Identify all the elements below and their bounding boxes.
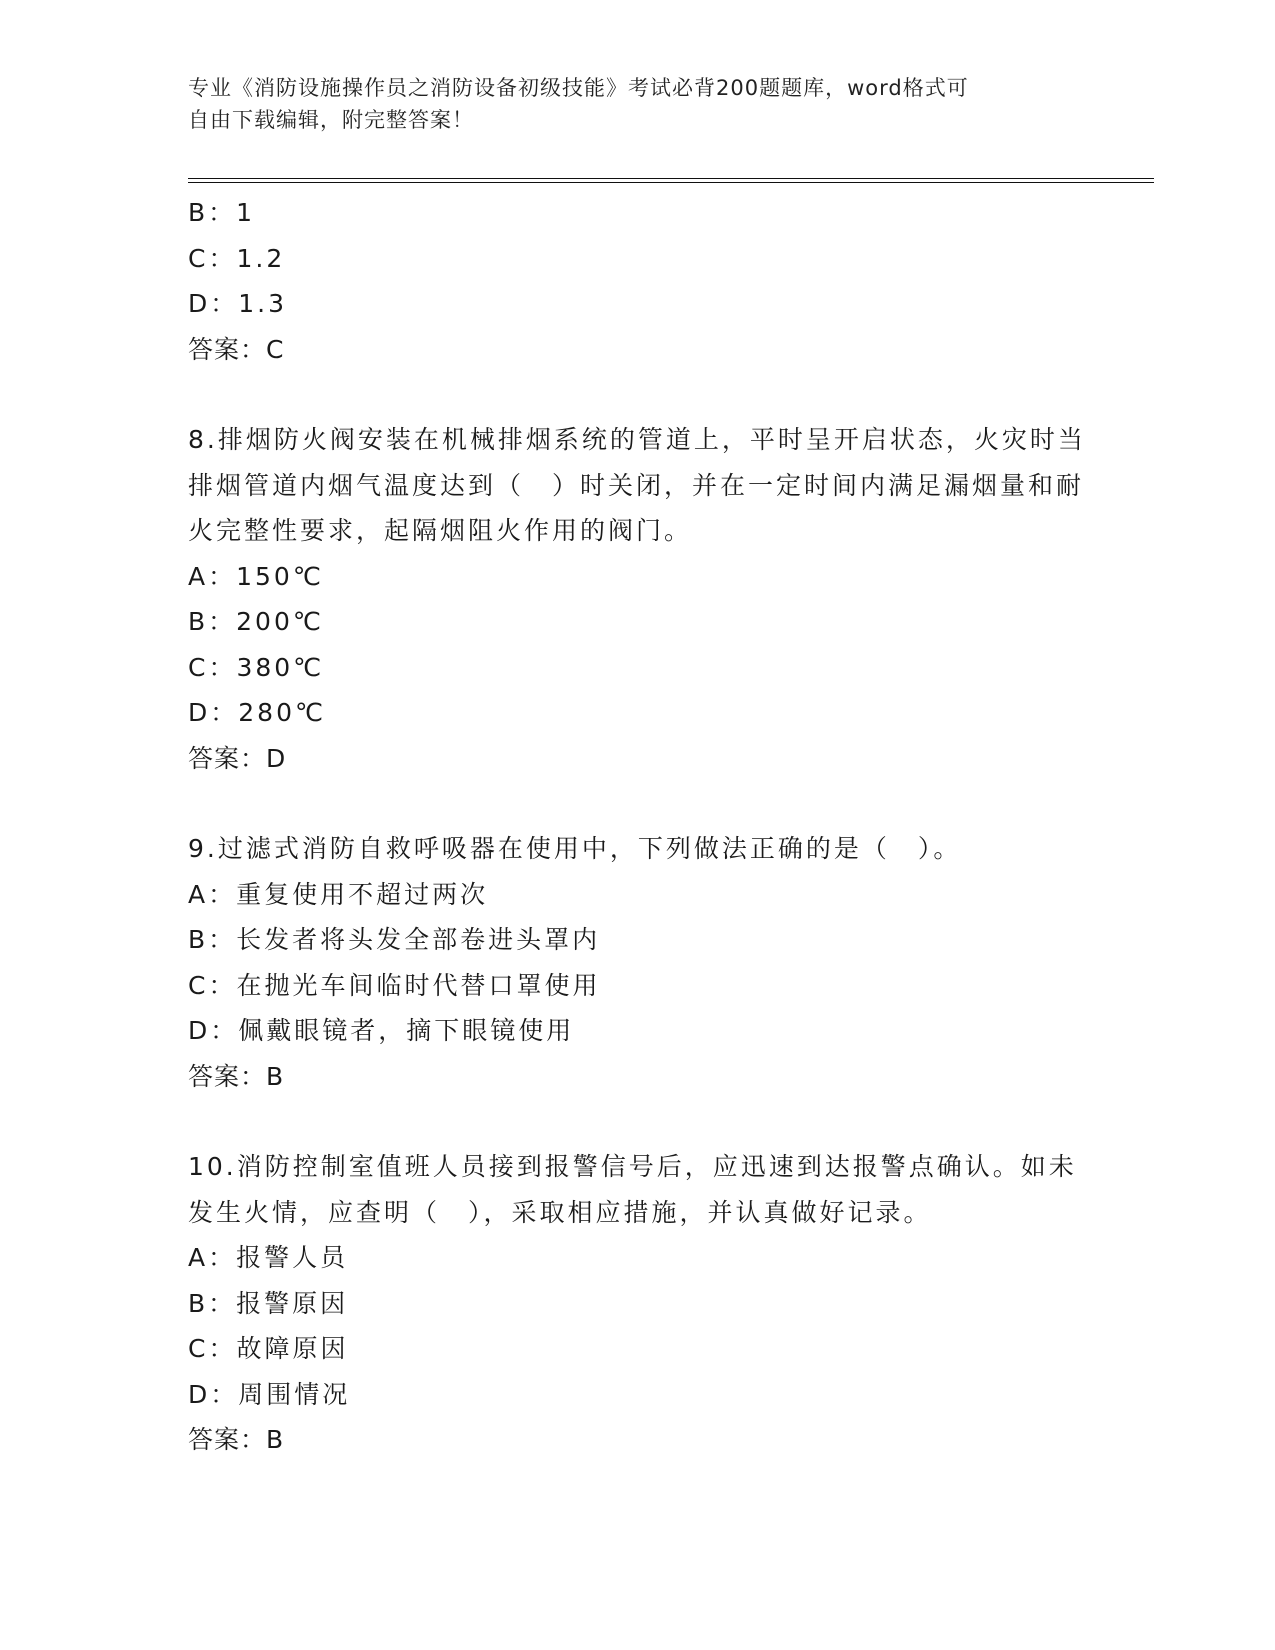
- option-label: D：: [188, 1379, 239, 1409]
- option-text: 200℃: [236, 607, 324, 636]
- option-text: 1.2: [236, 243, 286, 273]
- option-label: C：: [188, 243, 237, 273]
- question-9: [188, 826, 1088, 1099]
- option-b: [188, 190, 1088, 236]
- question-text: 9.过滤式消防自救呼吸器在使用中，下列做法正确的是（ ）。: [188, 834, 962, 863]
- option-label: A：: [188, 879, 237, 909]
- option-c: [188, 1326, 1088, 1372]
- answer-line: 答案：B: [188, 1061, 285, 1091]
- option-text: 报警人员: [236, 1243, 349, 1272]
- option-text: 重复使用不超过两次: [236, 879, 489, 909]
- option-d: [188, 1372, 1088, 1418]
- option-label: D：: [188, 289, 239, 318]
- option-c: [188, 645, 1088, 691]
- option-text: 150℃: [236, 561, 324, 591]
- option-label: C：: [188, 970, 237, 1000]
- option-text: 380℃: [236, 652, 325, 682]
- header-divider: [188, 178, 1154, 183]
- page-header: [188, 72, 1088, 136]
- option-b: [188, 1281, 1088, 1327]
- header-line-1: 专业《消防设施操作员之消防设备初级技能》考试必背200题题库，word格式可: [188, 76, 969, 100]
- option-text: 在抛光车间临时代替口罩使用: [236, 970, 601, 1000]
- option-b: [188, 917, 1088, 963]
- option-label: D：: [188, 1016, 239, 1045]
- option-text: 报警原因: [236, 1288, 349, 1318]
- option-text: 周围情况: [238, 1379, 351, 1409]
- option-label: A：: [188, 1243, 237, 1272]
- option-text: 故障原因: [236, 1334, 349, 1363]
- option-a: [188, 872, 1088, 918]
- option-label: B：: [188, 607, 237, 636]
- option-text: 280℃: [238, 698, 327, 727]
- question-8: [188, 417, 1088, 781]
- answer-line: 答案：C: [188, 334, 285, 364]
- option-c: [188, 963, 1088, 1009]
- option-b: [188, 599, 1088, 645]
- option-label: C：: [188, 1334, 237, 1363]
- answer-line: 答案：D: [188, 743, 287, 773]
- partial-question-7: [188, 190, 1088, 372]
- option-d: [188, 690, 1088, 736]
- question-text: 8.排烟防火阀安装在机械排烟系统的管道上，平时呈开启状态，火灾时当排烟管道内烟气温度达到（ ）时关闭，并在一定时间内满足漏烟量和耐火完整性要求，起隔烟阻火作用的阀门。: [188, 425, 1086, 545]
- option-text: 1.3: [238, 289, 288, 318]
- option-label: C：: [188, 652, 237, 682]
- option-label: D：: [188, 698, 239, 727]
- option-text: 长发者将头发全部卷进头罩内: [236, 925, 601, 954]
- option-label: B：: [188, 1288, 237, 1318]
- option-c: [188, 236, 1088, 282]
- option-label: A：: [188, 561, 237, 591]
- option-d: [188, 1008, 1088, 1054]
- option-text: 1: [236, 198, 256, 227]
- option-a: [188, 1235, 1088, 1281]
- option-d: [188, 281, 1088, 327]
- option-label: B：: [188, 925, 237, 954]
- option-text: 佩戴眼镜者，摘下眼镜使用: [238, 1016, 575, 1045]
- header-line-2: 自由下载编辑，附完整答案！: [188, 108, 474, 132]
- option-label: B：: [188, 198, 237, 227]
- answer-line: 答案：B: [188, 1425, 285, 1454]
- document-body: [188, 190, 1088, 1463]
- option-a: [188, 554, 1088, 600]
- question-10: [188, 1144, 1088, 1463]
- question-text: 10.消防控制室值班人员接到报警信号后，应迅速到达报警点确认。如未发生火情，应查明（ ），采取相应措施，并认真做好记录。: [188, 1152, 1077, 1227]
